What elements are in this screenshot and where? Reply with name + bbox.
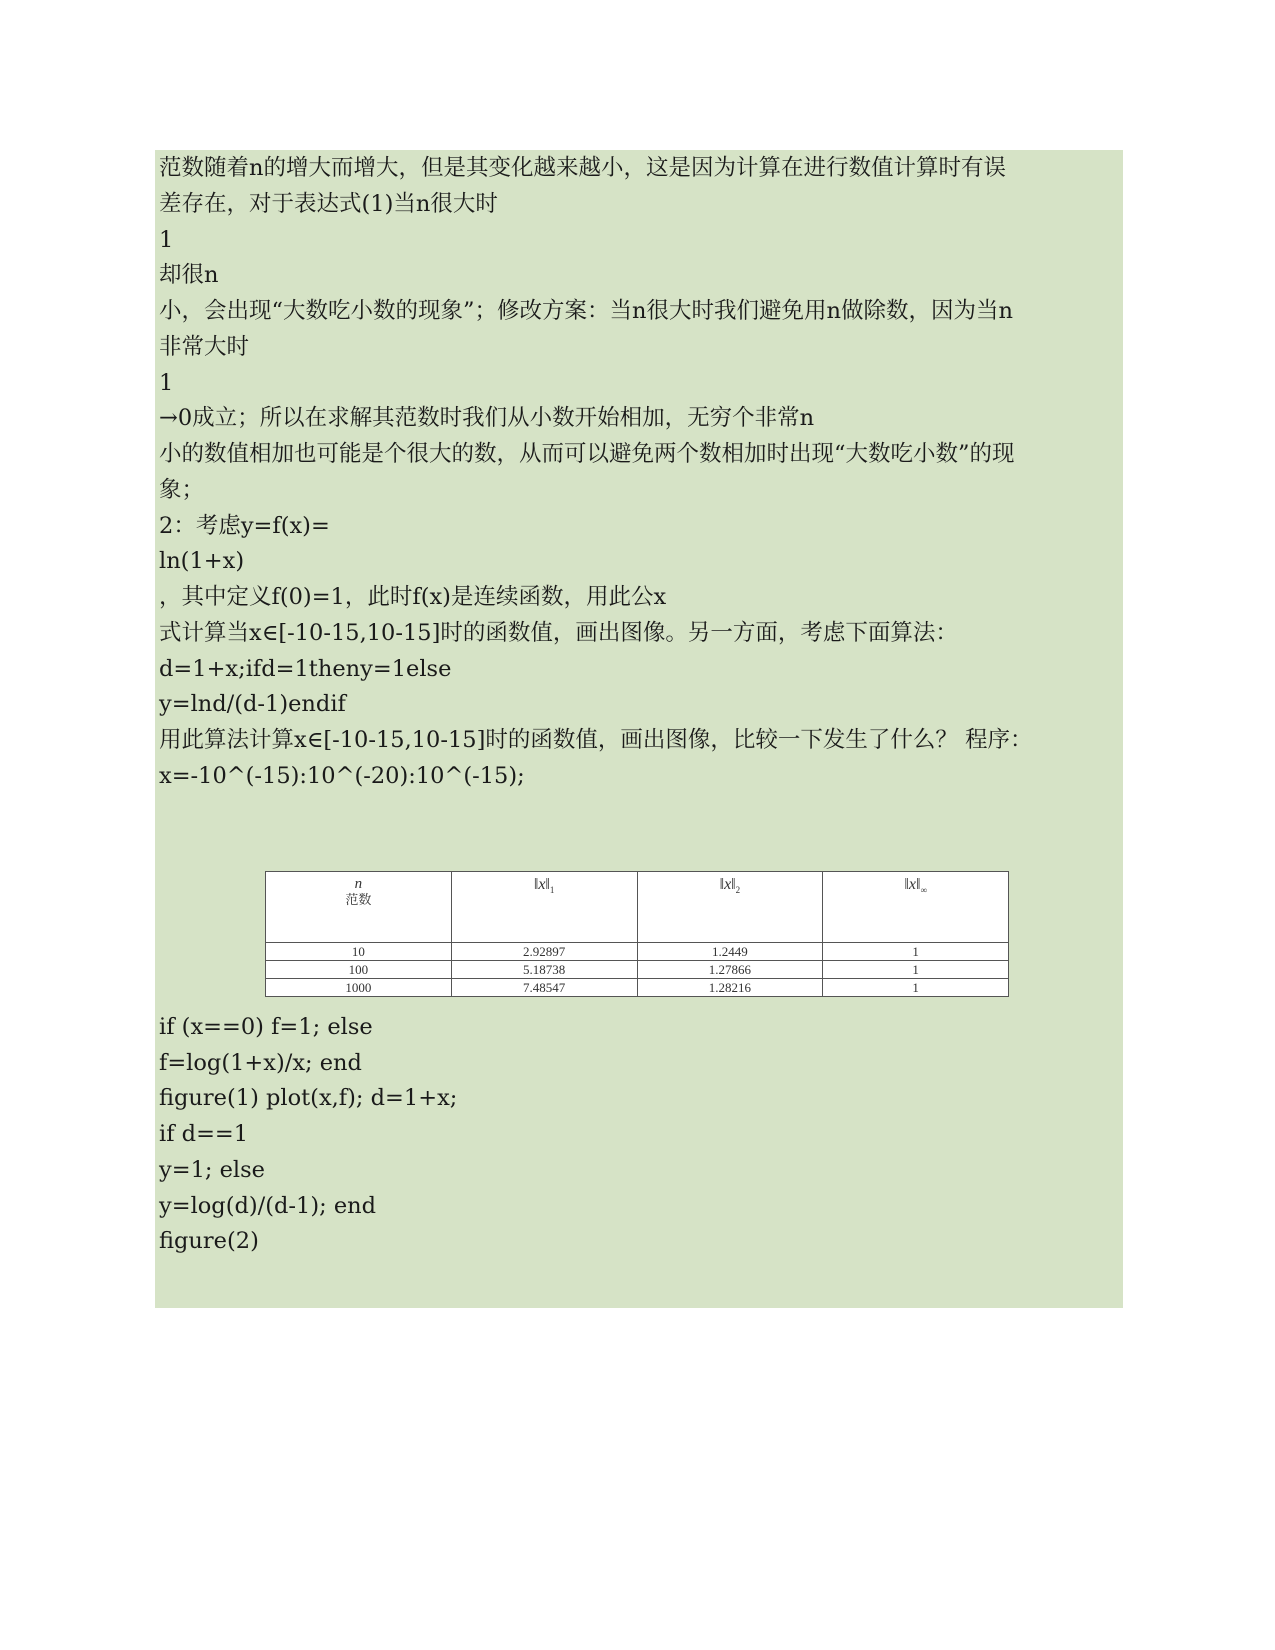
table-cell: 1.27866 bbox=[637, 961, 823, 979]
text-line: x=-10^(-15):10^(-20):10^(-15); bbox=[159, 763, 525, 789]
table-cell: 5.18738 bbox=[451, 961, 637, 979]
table-cell: 1.28216 bbox=[637, 979, 823, 997]
text-line: 小的数值相加也可能是个很大的数，从而可以避免两个数相加时出现“大数吃小数”的现 bbox=[159, 441, 1015, 467]
table-row bbox=[266, 943, 1009, 961]
norm-table bbox=[265, 871, 1009, 997]
text-line: 用此算法计算x∈[-10-15,10-15]时的函数值，画出图像，比较一下发生了什么？ 程序： bbox=[159, 727, 1033, 753]
header-cell-norm-2 bbox=[637, 872, 823, 943]
norm-2-symbol: $‖x‖_2$ bbox=[719, 876, 741, 896]
text-line: 差存在，对于表达式(1)当n很大时 bbox=[159, 191, 498, 217]
table-cell: 100 bbox=[266, 961, 452, 979]
table-cell: 1.2449 bbox=[637, 943, 823, 961]
table-cell: 1 bbox=[823, 961, 1009, 979]
header-cell-norm-inf bbox=[823, 872, 1009, 943]
code-line: y=log(d)/(d-1); end bbox=[159, 1193, 377, 1219]
table-cell: 1 bbox=[823, 979, 1009, 997]
text-line: 范数随着n的增大而增大，但是其变化越来越小，这是因为计算在进行数值计算时有误 bbox=[159, 155, 1006, 181]
text-line: 2：考虑y=f(x)= bbox=[159, 513, 330, 539]
code-line: figure(2) bbox=[159, 1228, 259, 1254]
code-line: f=log(1+x)/x; end bbox=[159, 1050, 362, 1076]
text-line: →0成立；所以在求解其范数时我们从小数开始相加，无穷个非常n bbox=[159, 405, 815, 431]
text-line: ln(1+x) bbox=[159, 548, 245, 574]
text-line: 小，会出现“大数吃小数的现象”；修改方案：当n很大时我们避免用n做除数，因为当n bbox=[159, 298, 1013, 324]
text-line: 非常大时 bbox=[159, 334, 250, 360]
table-cell: 1 bbox=[823, 943, 1009, 961]
text-line: ，其中定义f(0)=1，此时f(x)是连续函数，用此公x bbox=[159, 584, 667, 610]
norm-1-symbol: $‖x‖_1$ bbox=[533, 876, 555, 896]
text-line: 却很n bbox=[159, 262, 219, 288]
code-line: y=1; else bbox=[159, 1157, 265, 1183]
table-cell: 2.92897 bbox=[451, 943, 637, 961]
text-line: 1 bbox=[159, 227, 174, 253]
code-line: if d==1 bbox=[159, 1121, 249, 1147]
table-row bbox=[266, 979, 1009, 997]
text-line: y=lnd/(d-1)endif bbox=[159, 691, 346, 717]
highlighted-content-block bbox=[155, 150, 1123, 1308]
code-line: figure(1) plot(x,f); d=1+x; bbox=[159, 1085, 458, 1111]
table-cell: 10 bbox=[266, 943, 452, 961]
table-row bbox=[266, 961, 1009, 979]
table-cell: 7.48547 bbox=[451, 979, 637, 997]
norm-inf-symbol: $‖x‖_\infty$ bbox=[904, 876, 927, 896]
header-n: n bbox=[354, 876, 363, 892]
text-line: 1 bbox=[159, 370, 174, 396]
header-cell-norm-1 bbox=[451, 872, 637, 943]
header-cell-n bbox=[266, 872, 452, 943]
text-line: d=1+x;ifd=1theny=1else bbox=[159, 656, 452, 682]
text-line: 式计算当x∈[-10-15,10-15]时的函数值，画出图像。另一方面，考虑下面算法： bbox=[159, 620, 958, 646]
table-cell: 1000 bbox=[266, 979, 452, 997]
table-header-row bbox=[266, 872, 1009, 943]
header-norm-label: 范数 bbox=[345, 892, 372, 907]
text-line: 象； bbox=[159, 477, 205, 503]
code-line: if (x==0) f=1; else bbox=[159, 1014, 373, 1040]
